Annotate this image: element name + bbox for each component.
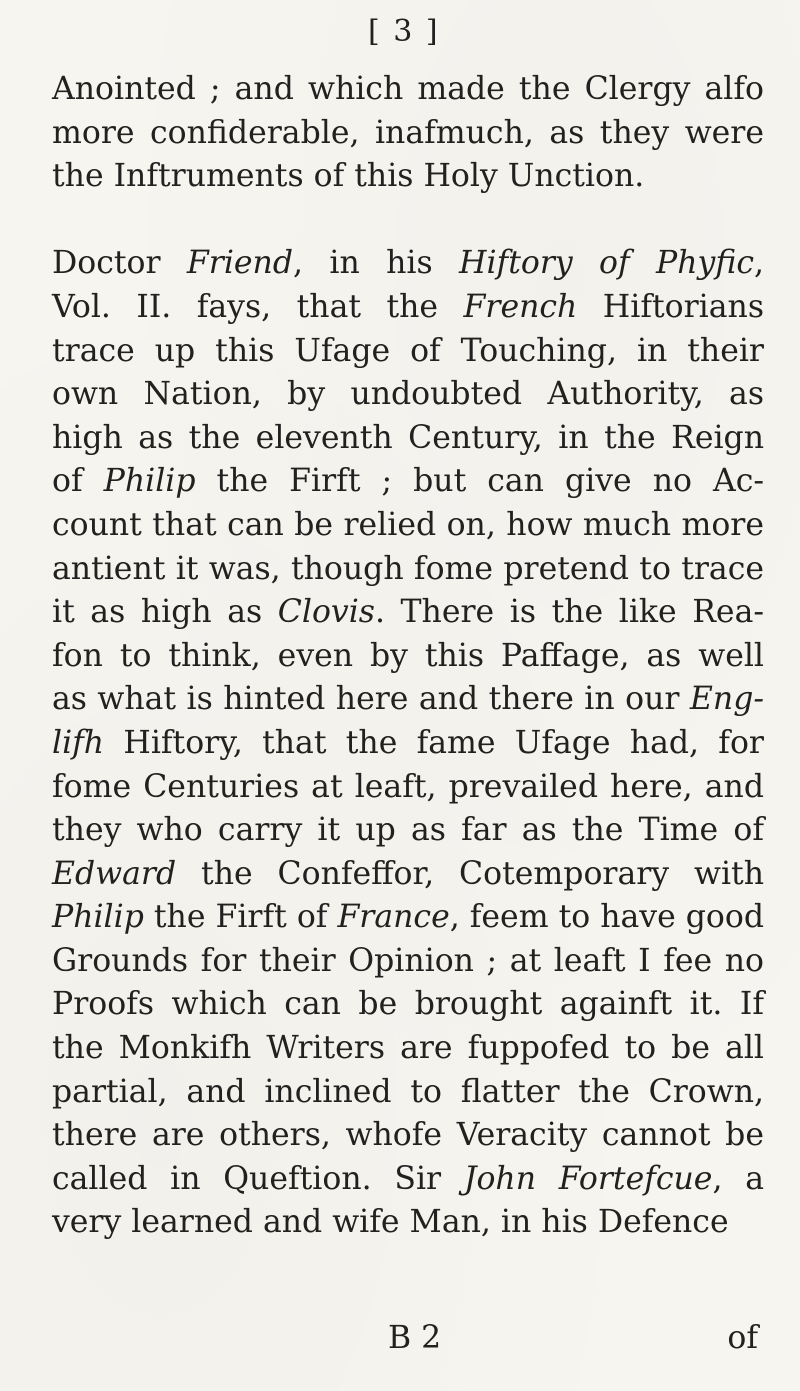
text-run: the Inftruments of this Holy Unction. bbox=[52, 158, 645, 195]
italic-text: Philip bbox=[103, 463, 196, 500]
text-line bbox=[52, 896, 764, 940]
text-run: there are others, whofe Veracity cannot be bbox=[52, 1117, 764, 1154]
text-run: antient it was, though fome pretend to trace bbox=[52, 550, 764, 587]
text-line bbox=[52, 1158, 764, 1202]
text-run: Hiftory, that the fame Ufage had, for bbox=[104, 724, 764, 761]
italic-text: Philip bbox=[52, 899, 144, 936]
page-number: [ 3 ] bbox=[368, 14, 440, 49]
text-line bbox=[52, 722, 764, 766]
text-run: of bbox=[52, 463, 104, 500]
text-run: the Confeffor, Cotemporary with bbox=[176, 855, 764, 892]
text-run: high as the eleventh Century, in the Reign bbox=[52, 419, 764, 456]
text-line bbox=[52, 766, 764, 810]
text-line bbox=[52, 635, 764, 679]
text-run: it as high as bbox=[52, 594, 278, 631]
catchword: of bbox=[727, 1320, 758, 1356]
text-run: own Nation, by undoubted Authority, as bbox=[52, 376, 764, 413]
text-run: fome Centuries at leaft, prevailed here, and bbox=[52, 768, 764, 805]
text-line bbox=[52, 678, 764, 722]
paragraph-2 bbox=[52, 242, 764, 1245]
italic-text: French bbox=[463, 288, 578, 325]
italic-text: lifh bbox=[52, 724, 105, 761]
text-line bbox=[52, 417, 764, 461]
italic-text: Hiftory of Phyfic bbox=[459, 245, 754, 282]
text-run: fon to think, even by this Paffage, as well bbox=[52, 637, 764, 674]
text-line bbox=[52, 242, 764, 286]
text-run: , a bbox=[712, 1160, 764, 1197]
text-line bbox=[52, 504, 764, 548]
paragraph-gap bbox=[52, 199, 764, 243]
text-run: the Firft of bbox=[143, 899, 338, 936]
text-run: , bbox=[753, 245, 764, 282]
text-run: they who carry it up as far as the Time of bbox=[52, 812, 764, 849]
italic-text: France bbox=[337, 899, 450, 936]
text-line bbox=[52, 853, 764, 897]
text-line bbox=[52, 1114, 764, 1158]
text-line bbox=[52, 112, 764, 156]
text-line bbox=[52, 548, 764, 592]
text-line bbox=[52, 68, 764, 112]
text-run: very learned and wife Man, in his Defence bbox=[52, 1204, 729, 1241]
text-line bbox=[52, 983, 764, 1027]
text-line bbox=[52, 1027, 764, 1071]
text-run: , in his bbox=[293, 245, 460, 282]
text-run: Hiftorians bbox=[577, 288, 764, 325]
text-run: partial, and inclined to flatter the Crown, bbox=[52, 1073, 764, 1110]
page-footer bbox=[52, 1320, 764, 1364]
text-run: , feem to have good bbox=[449, 899, 764, 936]
text-run: Vol. II. fays, that the bbox=[52, 288, 464, 325]
text-run: Proofs which can be brought againft it. If bbox=[52, 986, 764, 1023]
italic-text: Eng- bbox=[689, 681, 764, 718]
text-line bbox=[52, 940, 764, 984]
text-line bbox=[52, 460, 764, 504]
text-run: . There is the like Rea- bbox=[374, 594, 764, 631]
text-run: the Firft ; but can give no Ac- bbox=[195, 463, 765, 500]
text-run: count that can be relied on, how much more bbox=[52, 506, 764, 543]
paragraph-1 bbox=[52, 68, 764, 199]
italic-text: Friend bbox=[186, 245, 294, 282]
text-line bbox=[52, 809, 764, 853]
body-text bbox=[52, 68, 764, 1245]
text-run: trace up this Ufage of Touching, in their bbox=[52, 332, 764, 369]
text-line bbox=[52, 330, 764, 374]
text-line bbox=[52, 1201, 764, 1245]
italic-text: Edward bbox=[52, 855, 177, 892]
text-run: more confiderable, inafmuch, as they were bbox=[52, 114, 764, 151]
text-run: the Monkifh Writers are fuppofed to be all bbox=[52, 1030, 764, 1067]
italic-text: Clovis bbox=[277, 594, 375, 631]
italic-text: John Fortefcue bbox=[463, 1160, 713, 1197]
text-line bbox=[52, 591, 764, 635]
text-run: Anointed ; and which made the Clergy alfo bbox=[52, 71, 764, 107]
signature-mark: B 2 bbox=[388, 1320, 442, 1356]
text-line bbox=[52, 373, 764, 417]
text-run: called in Queftion. Sir bbox=[52, 1160, 464, 1197]
text-line bbox=[52, 1071, 764, 1115]
text-line bbox=[52, 286, 764, 330]
text-run: as what is hinted here and there in our bbox=[52, 681, 690, 718]
text-run: Grounds for their Opinion ; at leaft I fee no bbox=[52, 942, 764, 979]
text-run: Doctor bbox=[52, 245, 187, 282]
text-line bbox=[52, 155, 764, 199]
